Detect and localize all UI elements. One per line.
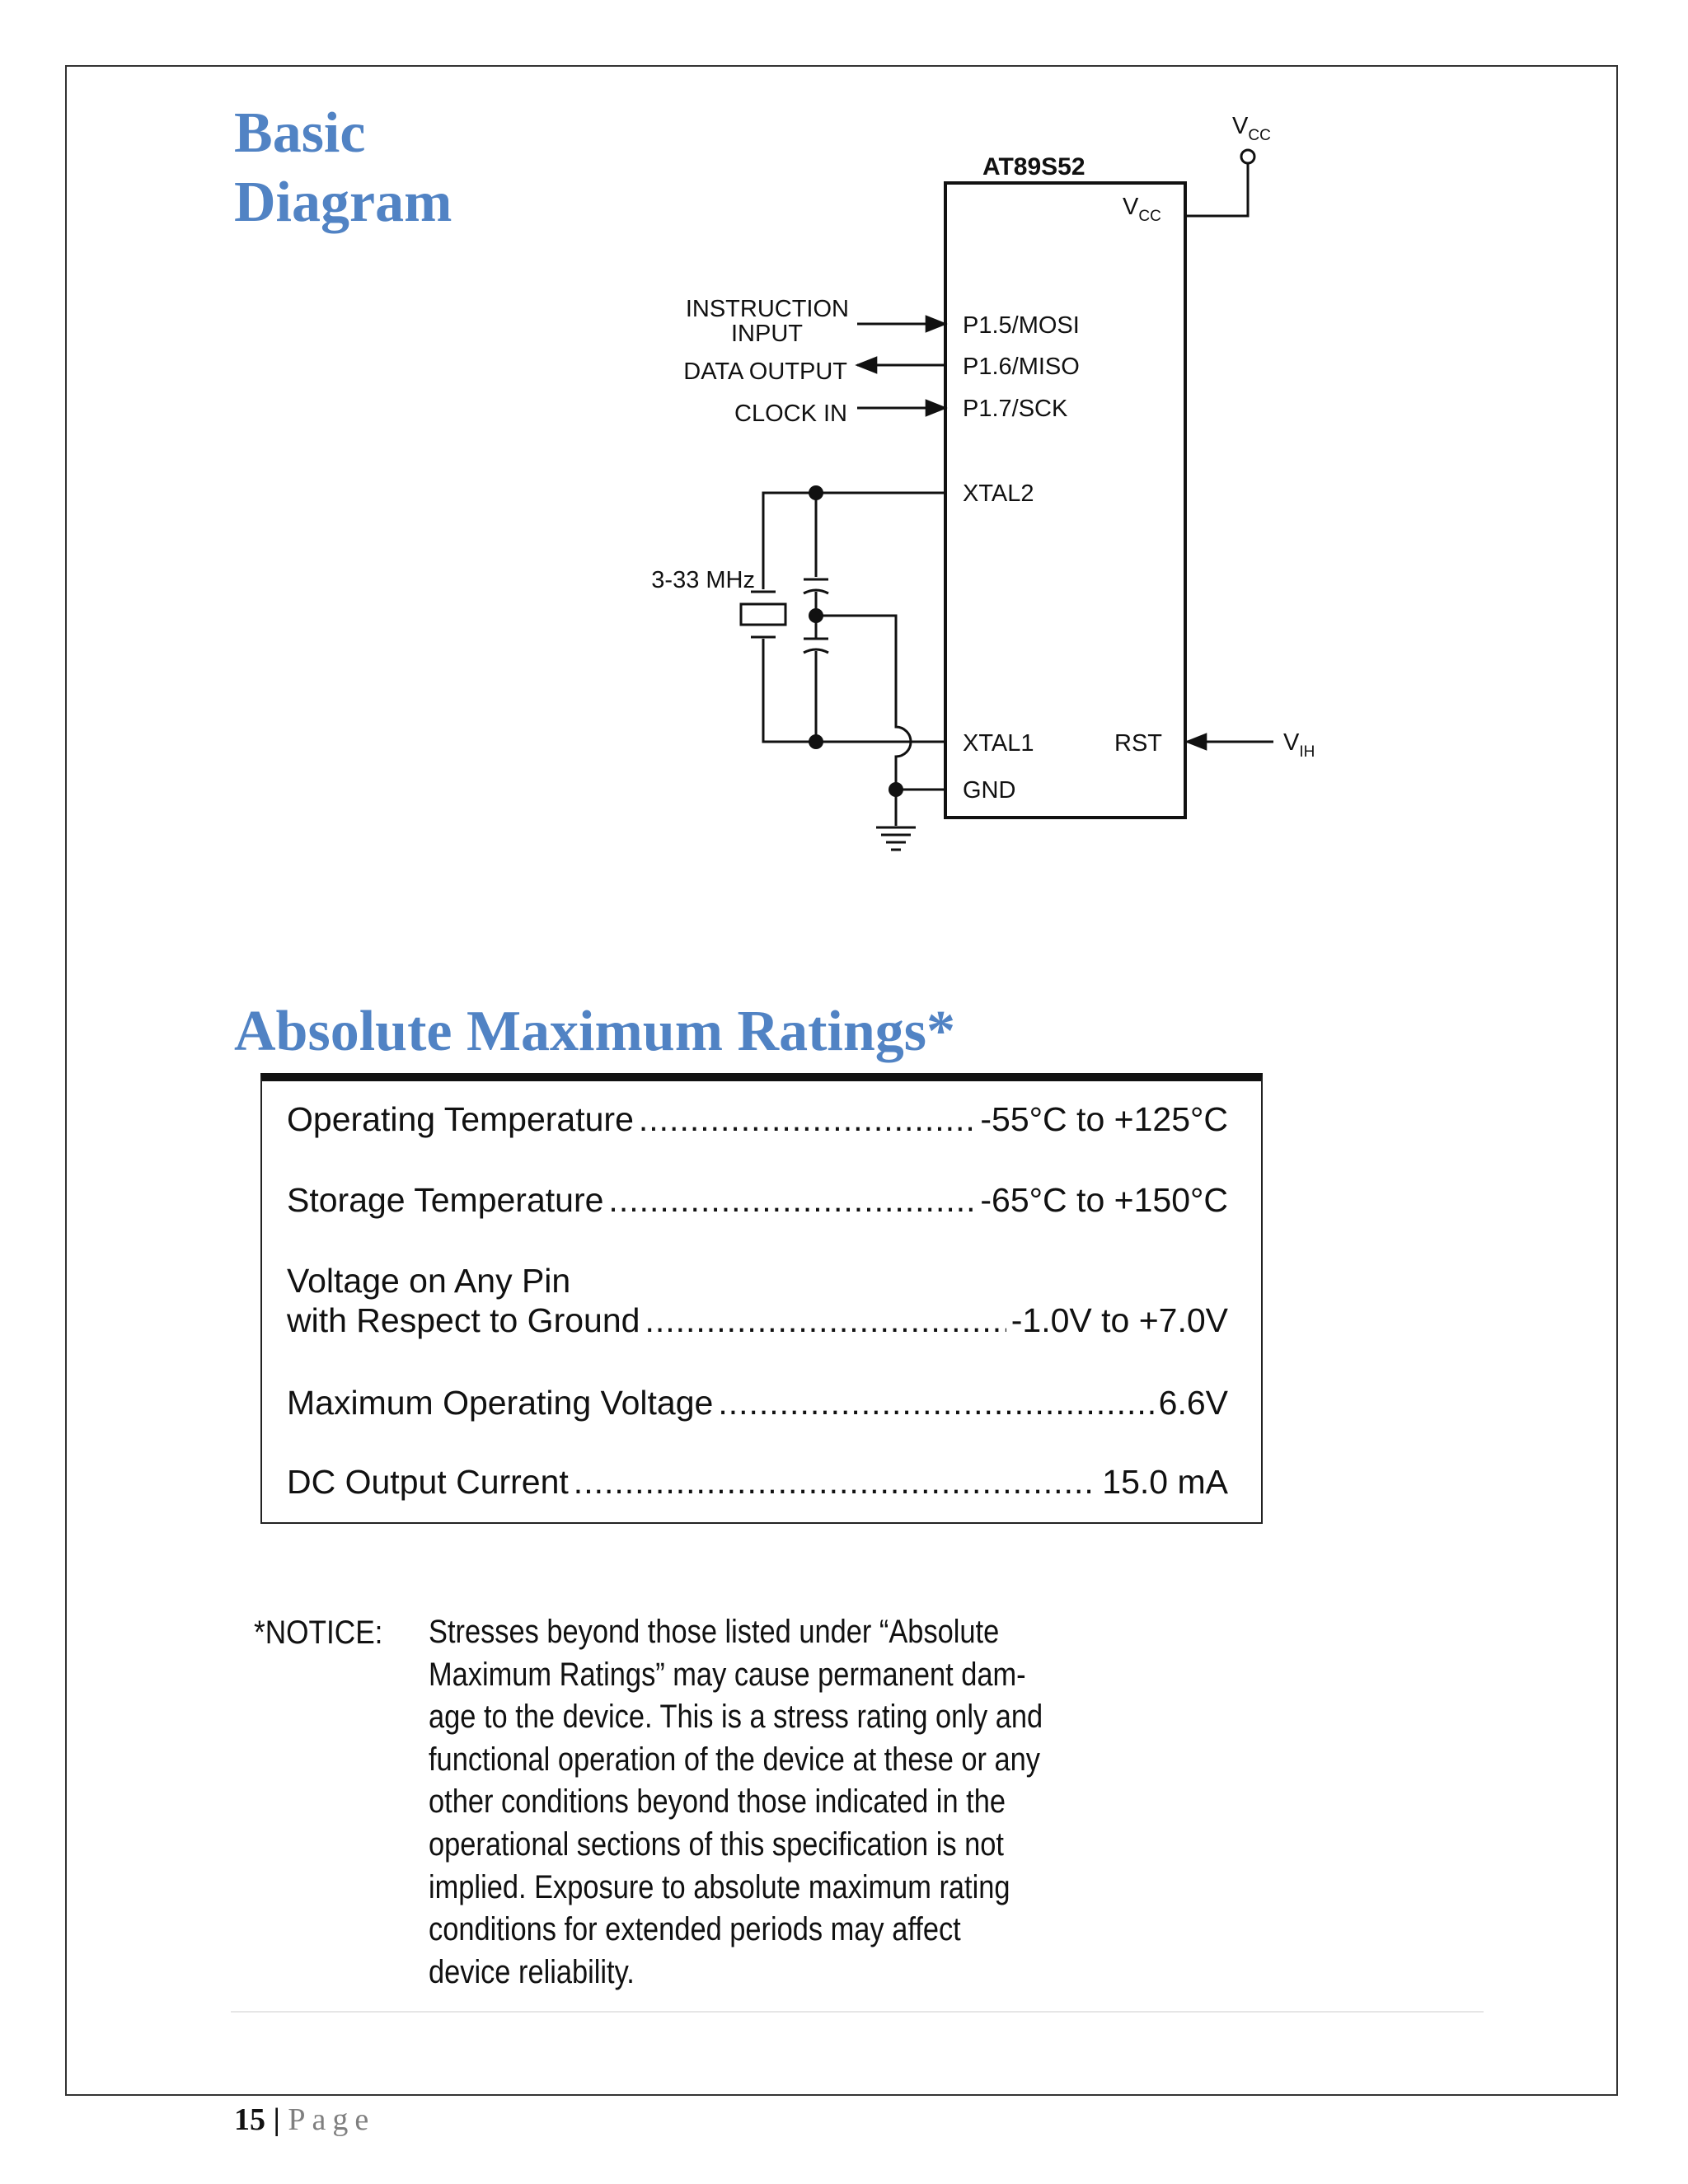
rating-label: Voltage on Any Pin with Respect to Ground: [287, 1262, 640, 1339]
rating-row: [287, 1180, 1228, 1220]
pin-xtal2: XTAL2: [963, 480, 1034, 507]
rating-leader-dots: [639, 1099, 976, 1139]
label-data-output: DATA OUTPUT: [683, 359, 847, 385]
notice-label: *NOTICE:: [254, 1615, 383, 1651]
page-footer: [234, 2102, 375, 2138]
xtal1-wire: [763, 639, 945, 742]
notice-line: other conditions beyond those indicated in the: [429, 1783, 1006, 1821]
heading-basic-line2: Diagram: [234, 171, 452, 234]
heading-absolute-maximum-ratings: Absolute Maximum Ratings*: [234, 1000, 956, 1063]
pin-miso: P1.6/MISO: [963, 354, 1080, 380]
rating-label: Storage Temperature: [287, 1181, 604, 1219]
junction-xtal1: [809, 734, 823, 749]
notice-line: age to the device. This is a stress rating only and: [429, 1699, 1043, 1736]
notice-line: conditions for extended periods may affect: [429, 1911, 961, 1948]
footer-divider: [231, 2011, 1484, 2013]
rating-row: [287, 1462, 1228, 1502]
rating-value: 6.6V: [1158, 1384, 1228, 1422]
notice-line: implied. Exposure to absolute maximum rating: [429, 1868, 1010, 1905]
heading-basic-diagram: [234, 99, 452, 237]
label-instruction-1: INSTRUCTION: [685, 296, 849, 322]
rating-row: [287, 1261, 1228, 1340]
rating-value: -55°C to +125°C: [980, 1100, 1228, 1138]
vcc-wire: [1185, 162, 1248, 216]
xtal2-wire: [763, 493, 945, 589]
heading-basic-line1: Basic: [234, 101, 366, 165]
rating-leader-dots: [574, 1462, 1098, 1502]
rating-label: Operating Temperature: [287, 1100, 634, 1138]
pin-rst: RST: [1114, 730, 1162, 757]
page-number: 15: [234, 2102, 265, 2137]
label-instruction-2: INPUT: [731, 321, 803, 347]
rating-leader-dots: [608, 1180, 975, 1220]
rating-label: Maximum Operating Voltage: [287, 1384, 714, 1422]
crystal-body: [741, 604, 785, 625]
notice-line: operational sections of this specification is not: [429, 1825, 1004, 1863]
notice-text: [429, 1611, 1043, 1994]
rating-leader-dots: [645, 1301, 1006, 1340]
junction-cap-mid: [809, 608, 823, 623]
notice-line: functional operation of the device at these or any: [429, 1741, 1041, 1778]
pin-xtal1: XTAL1: [963, 730, 1034, 757]
pin-sck: P1.7/SCK: [963, 396, 1068, 422]
notice-line: Maximum Ratings” may cause permanent dam-: [429, 1656, 1026, 1693]
vih-label: $V_{IH}$: [1283, 729, 1315, 761]
vcc-top-label: $V_{CC}$: [1232, 113, 1271, 144]
pin-gnd: GND: [963, 777, 1016, 804]
label-clock-in: CLOCK IN: [734, 401, 847, 427]
junction-gnd: [889, 782, 903, 797]
rating-label: DC Output Current: [287, 1463, 569, 1501]
rating-value: -1.0V to +7.0V: [1010, 1301, 1228, 1339]
rating-row: [287, 1099, 1228, 1139]
rating-leader-dots: [718, 1383, 1153, 1422]
label-crystal: 3-33 MHz: [651, 567, 755, 593]
vcc-terminal: [1241, 150, 1254, 163]
junction-xtal2: [809, 485, 823, 500]
rating-value: 15.0 mA: [1102, 1463, 1228, 1501]
rating-row: [287, 1383, 1228, 1422]
ratings-table: [260, 1073, 1263, 1524]
vcc-pin-label: $V_{CC}$: [1123, 194, 1161, 225]
notice-line: Stresses beyond those listed under “Absolute: [429, 1614, 1000, 1650]
footer-separator: |: [273, 2102, 280, 2137]
page-word: Page: [288, 2102, 376, 2137]
notice-line: device reliability.: [429, 1953, 635, 1990]
chip-name: AT89S52: [982, 153, 1085, 180]
pin-mosi: P1.5/MOSI: [963, 312, 1080, 339]
rating-value: -65°C to +150°C: [980, 1181, 1228, 1219]
circuit-diagram: [626, 107, 1368, 865]
